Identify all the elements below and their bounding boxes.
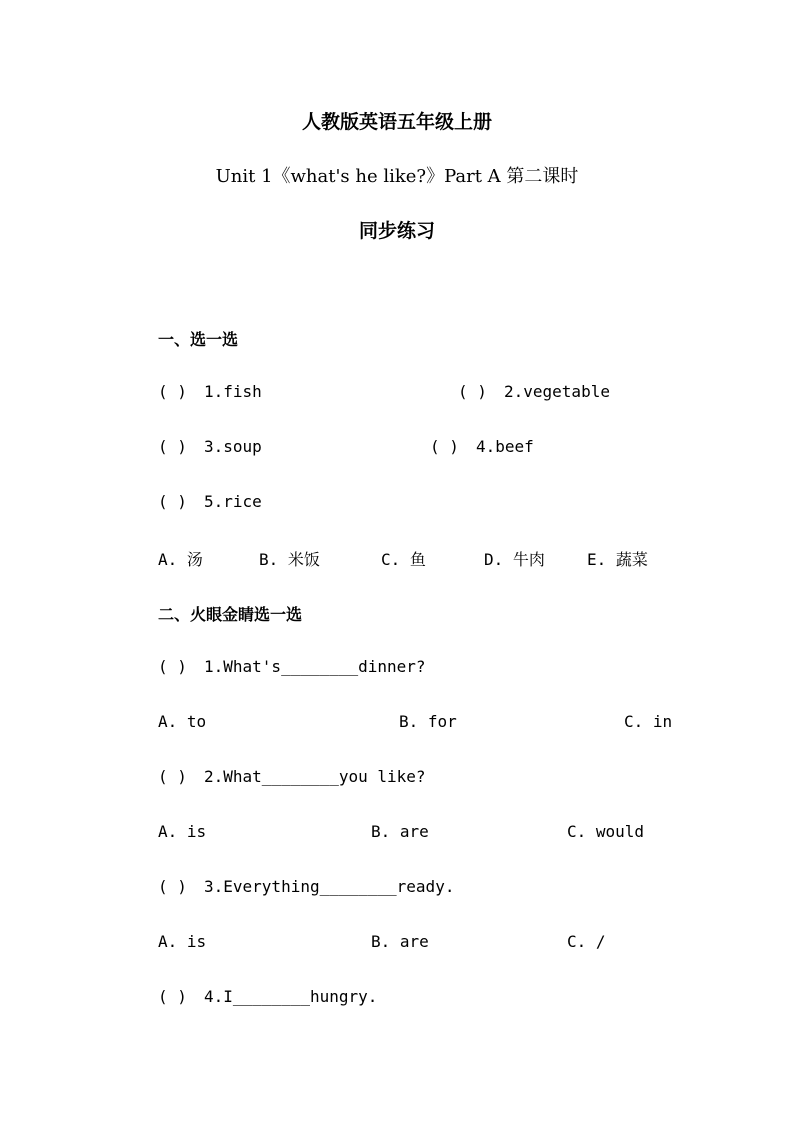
title-line-2: Unit 1《what's he like?》Part A 第二课时	[215, 166, 579, 187]
item-text: 1.fish	[204, 382, 262, 401]
s1-choice-d: D. 牛肉	[484, 550, 545, 569]
answer-paren: ( )	[158, 987, 187, 1006]
question-text: 1.What's________dinner?	[204, 657, 426, 676]
answer-paren: ( )	[158, 877, 187, 896]
s1-choice-b: B. 米饭	[259, 550, 320, 569]
item-text: 4.beef	[476, 437, 534, 456]
s2-q3-option-c: C. /	[567, 932, 606, 951]
s1-choice-c: C. 鱼	[381, 550, 426, 569]
s1-item-3	[158, 437, 262, 456]
answer-paren: ( )	[158, 382, 187, 401]
s1-item-2	[458, 382, 610, 401]
answer-paren: ( )	[458, 382, 487, 401]
answer-paren: ( )	[158, 492, 187, 511]
s2-q2-option-b: B. are	[371, 822, 429, 841]
s1-item-1	[158, 382, 262, 401]
item-text: 5.rice	[204, 492, 262, 511]
s2-q2-option-c: C. would	[567, 822, 645, 841]
s2-q1-option-b: B. for	[399, 712, 457, 731]
title-line-3: 同步练习	[358, 220, 435, 242]
answer-paren: ( )	[158, 657, 187, 676]
s2-question-1	[158, 657, 426, 676]
s2-q3-option-a: A. is	[158, 932, 207, 951]
item-text: 2.vegetable	[504, 382, 610, 401]
s2-q2-option-a: A. is	[158, 822, 207, 841]
answer-paren: ( )	[430, 437, 459, 456]
s2-question-3	[158, 877, 454, 896]
question-text: 4.I________hungry.	[204, 987, 378, 1006]
s1-choice-e: E. 蔬菜	[587, 550, 648, 569]
s2-q1-option-c: C. in	[624, 712, 673, 731]
s2-question-4	[158, 987, 377, 1006]
title-line-1: 人教版英语五年级上册	[301, 111, 492, 133]
item-text: 3.soup	[204, 437, 262, 456]
section-2-heading: 二、火眼金睛选一选	[158, 605, 303, 624]
question-text: 3.Everything________ready.	[204, 877, 455, 896]
s1-choice-a: A. 汤	[158, 550, 203, 569]
question-text: 2.What________you like?	[204, 767, 426, 786]
s2-question-2	[158, 767, 426, 786]
s1-item-4	[430, 437, 534, 456]
s2-q1-option-a: A. to	[158, 712, 207, 731]
answer-paren: ( )	[158, 437, 187, 456]
section-1-heading: 一、选一选	[158, 330, 239, 349]
answer-paren: ( )	[158, 767, 187, 786]
s1-item-5	[158, 492, 262, 511]
s2-q3-option-b: B. are	[371, 932, 429, 951]
